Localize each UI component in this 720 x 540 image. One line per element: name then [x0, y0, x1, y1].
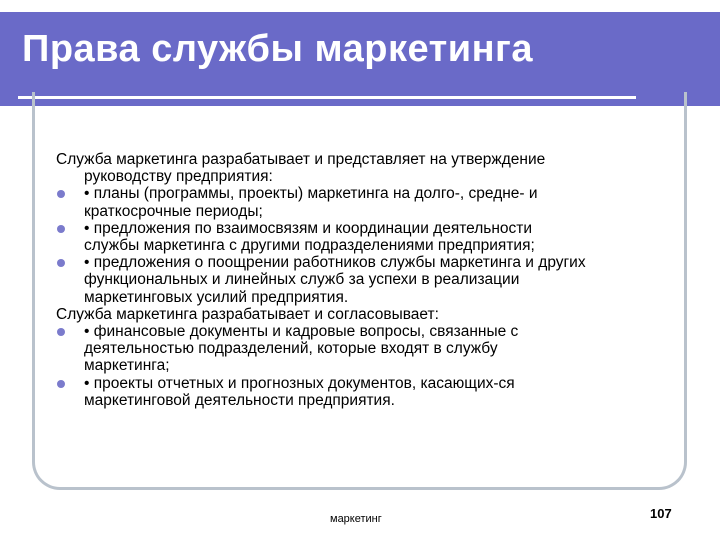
- slide-body: [56, 151, 671, 409]
- footer-label: маркетинг: [330, 513, 382, 525]
- list-item-text: деятельностью подразделений, которые входят в службу: [84, 340, 498, 358]
- list-item-text: • проекты отчетных и прогнозных документов, касающих-ся: [84, 374, 515, 392]
- intro-line: руководству предприятия:: [84, 168, 273, 186]
- list-item: [56, 220, 671, 254]
- list-item: [56, 185, 671, 219]
- bullet-icon: [57, 190, 65, 198]
- bullet-icon: [57, 225, 65, 233]
- list-item-text: службы маркетинга с другими подразделениями предприятия;: [84, 237, 535, 255]
- list-item-text: маркетинга;: [84, 357, 170, 375]
- bullet-icon: [57, 259, 65, 267]
- list-item: [56, 323, 671, 375]
- list-item-text: • предложения по взаимосвязям и координации деятельности: [84, 219, 533, 237]
- intro-line: Служба маркетинга разрабатывает и представляет на утверждение: [56, 151, 546, 168]
- list-item-text: функциональных и линейных служб за успехи в реализации: [84, 271, 520, 289]
- page-number: 107: [650, 506, 672, 521]
- intro-line: Служба маркетинга разрабатывает и согласовывает:: [56, 305, 439, 323]
- list-item-text: маркетинговых усилий предприятия.: [84, 288, 349, 306]
- list-item-text: • планы (программы, проекты) маркетинга на долго-, средне- и: [84, 185, 538, 203]
- bullet-icon: [57, 380, 65, 388]
- list-item-text: • предложения о поощрении работников службы маркетинга и других: [84, 254, 586, 272]
- bullet-icon: [57, 328, 65, 336]
- list-item: [56, 375, 671, 409]
- slide-title: Права службы маркетинга: [22, 28, 533, 70]
- list-item-text: маркетинговой деятельности предприятия.: [84, 391, 395, 409]
- list-item-text: • финансовые документы и кадровые вопросы, связанные с: [84, 323, 519, 341]
- list-item-text: краткосрочные периоды;: [84, 202, 263, 220]
- list-item: [56, 254, 671, 306]
